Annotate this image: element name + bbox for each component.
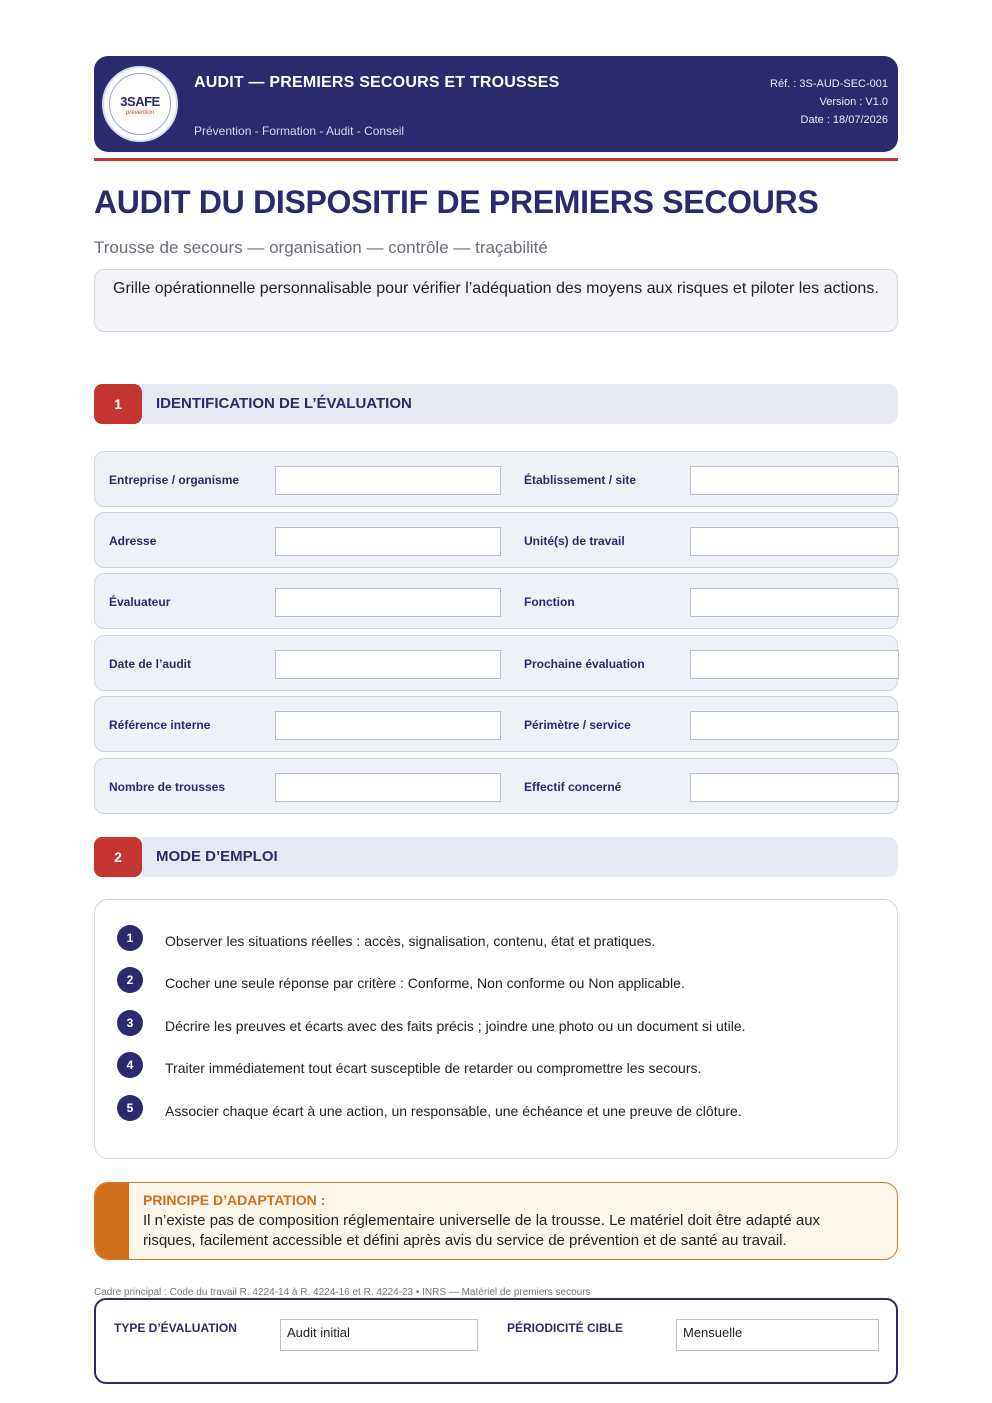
- audit-date-input[interactable]: [275, 650, 501, 679]
- field-label: Adresse: [109, 534, 157, 548]
- next-evaluation-input[interactable]: [690, 650, 899, 679]
- step-text: Décrire les preuves et écarts avec des faits précis ; joindre une photo ou un document si utile.: [165, 1018, 746, 1034]
- field-label: Date de l’audit: [109, 657, 192, 671]
- section-1-number: 1: [94, 384, 142, 424]
- step-number: 5: [117, 1095, 143, 1121]
- step-text: Observer les situations réelles : accès, signalisation, contenu, état et pratiques.: [165, 933, 656, 949]
- id-row: [94, 635, 898, 691]
- step-text: Associer chaque écart à une action, un responsable, une échéance et une preuve de clôture.: [165, 1103, 742, 1119]
- company-logo: [102, 66, 178, 142]
- header-banner: [94, 56, 898, 152]
- field-label: Entreprise / organisme: [109, 473, 240, 487]
- field-label: Établissement / site: [524, 473, 637, 487]
- document-date: Date : 18/07/2026: [800, 114, 888, 126]
- id-row: [94, 696, 898, 752]
- function-input[interactable]: [690, 588, 899, 617]
- section-2-number: 2: [94, 837, 142, 877]
- header-tagline: Prévention - Formation - Audit - Conseil: [194, 124, 405, 138]
- company-input[interactable]: [275, 466, 501, 495]
- document-reference: Réf. : 3S-AUD-SEC-001: [770, 78, 888, 90]
- step-number: 4: [117, 1052, 143, 1078]
- step-text: Traiter immédiatement tout écart susceptible de retarder ou compromettre les secours.: [165, 1060, 702, 1076]
- field-label: Périmètre / service: [524, 718, 631, 732]
- id-row: [94, 573, 898, 629]
- step-number: 1: [117, 925, 143, 951]
- section-2-title: MODE D’EMPLOI: [156, 848, 278, 865]
- intro-box: [94, 269, 898, 332]
- principle-title: PRINCIPE D’ADAPTATION :: [143, 1192, 326, 1208]
- field-label: Fonction: [524, 595, 575, 609]
- logo-text: 3SAFE: [120, 94, 160, 109]
- section-1-title: IDENTIFICATION DE L’ÉVALUATION: [156, 395, 412, 412]
- section-2-header: [94, 837, 898, 877]
- field-label: Référence interne: [109, 718, 211, 732]
- legal-reference: Cadre principal : Code du travail R. 4224-14 à R. 4224-16 et R. 4224-23 • INRS — Matériel de premiers secours: [94, 1287, 591, 1298]
- page-title: AUDIT DU DISPOSITIF DE PREMIERS SECOURS: [94, 184, 819, 220]
- field-label: Nombre de trousses: [109, 780, 226, 794]
- callout-stripe: [95, 1183, 129, 1259]
- step-number: 2: [117, 967, 143, 993]
- field-label: Évaluateur: [109, 595, 171, 609]
- evaluation-type-field[interactable]: Audit initial: [280, 1319, 478, 1351]
- logo-subtext: prévention: [125, 110, 155, 116]
- id-row: [94, 758, 898, 814]
- document-meta: [770, 75, 888, 129]
- field-label: Prochaine évaluation: [524, 657, 645, 671]
- id-row: [94, 451, 898, 507]
- header-divider: [94, 158, 898, 161]
- step-text: Cocher une seule réponse par critère : Conforme, Non conforme ou Non applicable.: [165, 975, 685, 991]
- field-label: Effectif concerné: [524, 780, 622, 794]
- principle-callout: [94, 1182, 898, 1260]
- id-row: [94, 512, 898, 568]
- internal-reference-input[interactable]: [275, 711, 501, 740]
- principle-body: Il n’existe pas de composition réglementaire universelle de la trousse. Le matériel doit être adapté aux risques, facilement accessible et défini après avis du service de prévention et de santé au travail.: [143, 1212, 821, 1249]
- instructions-box: [94, 899, 898, 1159]
- step-number: 3: [117, 1010, 143, 1036]
- page-subtitle: Trousse de secours — organisation — contrôle — traçabilité: [94, 238, 548, 257]
- work-unit-input[interactable]: [690, 527, 899, 556]
- target-periodicity-field[interactable]: Mensuelle: [676, 1319, 879, 1351]
- header-title: AUDIT — PREMIERS SECOURS ET TROUSSES: [194, 74, 560, 91]
- target-periodicity-label: PÉRIODICITÉ CIBLE: [507, 1321, 624, 1335]
- kit-count-input[interactable]: [275, 773, 501, 802]
- evaluation-settings: [94, 1298, 898, 1384]
- intro-text: Grille opérationnelle personnalisable pour vérifier l’adéquation des moyens aux risques et piloter les actions.: [113, 280, 879, 297]
- evaluator-input[interactable]: [275, 588, 501, 617]
- section-1-header: [94, 384, 898, 424]
- field-label: Unité(s) de travail: [524, 534, 625, 548]
- scope-input[interactable]: [690, 711, 899, 740]
- document-version: Version : V1.0: [819, 96, 888, 108]
- evaluation-type-label: TYPE D’ÉVALUATION: [114, 1321, 237, 1335]
- headcount-input[interactable]: [690, 773, 899, 802]
- site-input[interactable]: [690, 466, 899, 495]
- address-input[interactable]: [275, 527, 501, 556]
